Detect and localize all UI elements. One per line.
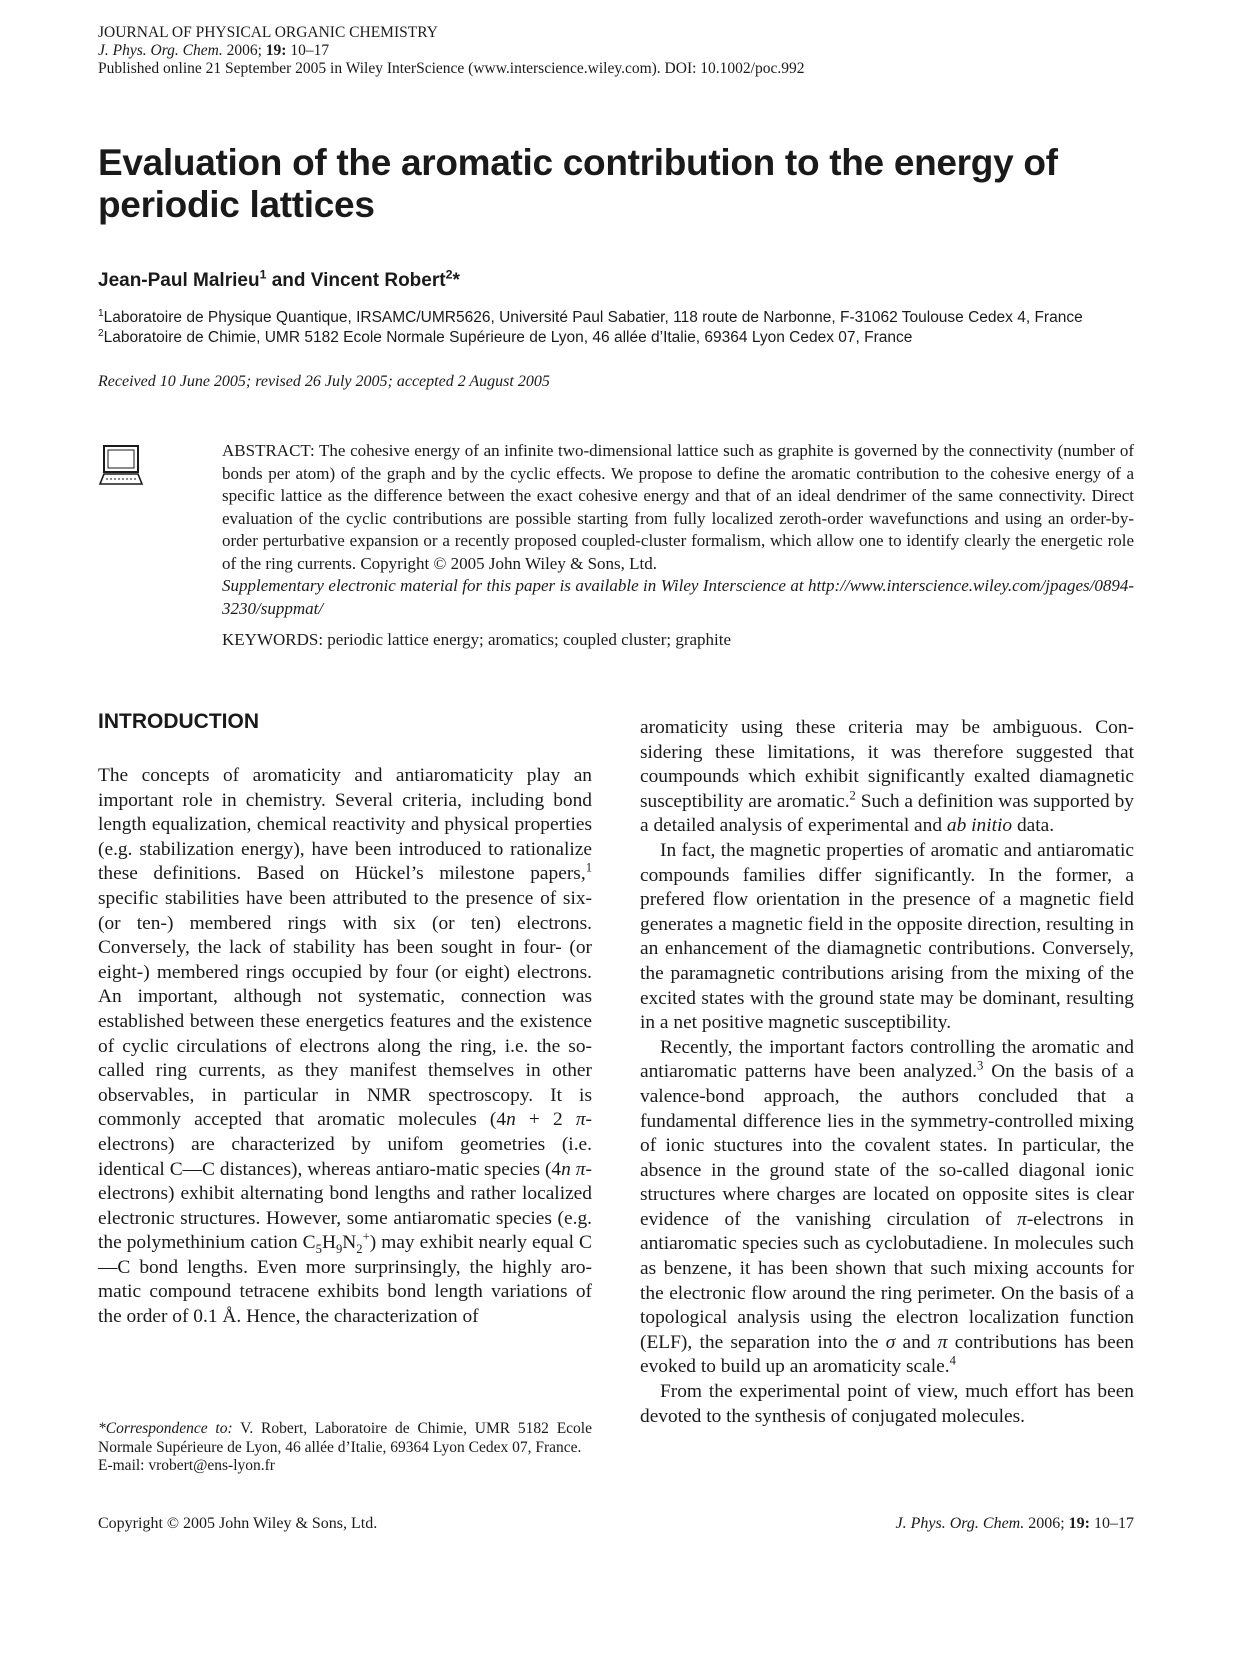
abstract-text: ABSTRACT: The cohesive energy of an infinite two-dimensional lattice such as graphite is governed by the connectivity (number of bonds per atom) of the graph and by the cyclic effects. We propose to define the aromatic contribution to the cohesive energy of a specific lattice as the difference between the exact cohesive energy and that of an ideal dendrimer of the same connectivity. Direct evaluation of the cyclic contributions are possible starting from fully localized zeroth-order wavefunctions and using an order-by-order perturbative expansion or a recently proposed coupled-cluster formalism, which allow one to identify clearly the energetic role of the ring currents. Copyright © 2005 John Wiley & Sons, Ltd. [222,441,1134,573]
author-name: Vincent Robert [310,270,446,291]
paragraph: Recently, the important factors controlling the aromatic and antiaromatic patterns have been analyzed.$^3$ On the basis of a valence-bond approach, the authors concluded that a fundamental difference lies in the symmetry-controlled mixing of ionic stuctures into the covalent states. In particular, the absence in the ground state of the so-called diagonal ionic structures where charges are located on opposite sites is clear evidence of the vanishing circulation of π-electrons in antiaromatic species such as cyclobutadiene. In molecules such as benzene, it has been shown that such mixing accounts for the electronic flow around the ring perimeter. On the basis of a topological analysis using the electron localization function (ELF), the separation into the σ and π contributions has been evoked to build up an aromaticity scale.$^4$ [640,1036,1135,1378]
author-list: Jean-Paul Malrieu$^1$ and Vincent Robert$^2$* [98,267,460,291]
published-line: Published online 21 September 2005 in Wiley InterScience (www.interscience.wiley.com). DOI: 10.1002/poc.992 [98,60,805,77]
citation-ref[interactable]: 2 [849,788,856,803]
email[interactable]: E-mail: vrobert@ens-lyon.fr [98,1457,275,1474]
paragraph: aromaticity using these criteria may be ambiguous. Considering these limitations, it was therefore suggested that coumpounds which exhibit significantly exalted diamagnetic susceptibility are aromatic.$^2$ Such a definition was supported by a detailed analysis of experimental and ab initio data. [640,717,1135,837]
column-left [98,764,592,1330]
citation-ref[interactable]: 4 [949,1353,956,1368]
paragraph: The concepts of aromaticity and antiaromaticity play an important role in chemistry. Several criteria, including bond length equalization, chemical reactivity and physical properties (e.g. stabilization energy), have been introduced to rationalize these definitions. Based on Hückel’s milestone papers,$^1$ specific stabilities have been attributed to the presence of six- (or ten-) membered rings with six (or ten) electrons. Conversely, the lack of stability has been sought in four- (or eight-) membered rings occupied by four (or eight) electrons. An important, although not systematic, connection was established between these energetics features and the existence of cyclic circulations of electrons along the ring, i.e. the so-called ring currents, as they manifest themselves in other observables, in particular in NMR spectroscopy. It is commonly accepted that aromatic molecules (4n + 2 π-electrons) are characterized by unifom geometries (i.e. identical C—C distances), whereas antiaro-matic species (4n π-electrons) exhibit alternating bond lengths and rather localized electronic structures. However, some antiaromatic species (e.g. the polymethinium cation $C_5H_9N_2^+$) may exhibit nearly equal C—C bond lengths. Even more surprinsingly, the highly aromatic compound tetracene exhibits bond length variations of the order of 0.1 Å. Hence, the characterization of [98,765,592,1328]
column-right [640,716,1134,1429]
received-dates: Received 10 June 2005; revised 26 July 2005; accepted 2 August 2005 [98,373,550,390]
section-heading: INTRODUCTION [98,710,259,733]
paragraph: In fact, the magnetic properties of aromatic and antiaromatic compounds families differ significantly. In the former, a prefered flow orientation in the presence of a magnetic field generates a magnetic field in the opposite direction, resulting in an enhancement of the diamagnetic contributions. Conversely, the paramagnetic contributions arising from the mixing of the excited states with the ground state may be dominant, resulting in a net positive magnetic susceptibility. [640,839,1134,1034]
citation-ref[interactable]: 3 [977,1058,984,1073]
keywords: KEYWORDS: periodic lattice energy; aromatics; coupled cluster; graphite [222,630,732,649]
footer-copyright: Copyright © 2005 John Wiley & Sons, Ltd. [98,1515,378,1532]
article-title: Evaluation of the aromatic contribution to the energy of periodic lattices [98,142,1058,225]
affiliations [98,308,1158,348]
supplementary-note: Supplementary electronic material for this paper is available in Wiley Interscience at http://www.interscience.wiley.com/jpages/0894-3230/suppmat/ [222,576,1134,618]
affiliation: $^2$Laboratoire de Chimie, UMR 5182 Ecole Normale Supérieure de Lyon, 46 allée d’Italie, 69364 Lyon Cedex 07, France [98,327,913,346]
journal-header [98,24,1148,78]
paragraph: From the experimental point of view, much effort has been devoted to the synthesis of conjugated molecules. [640,1381,1134,1427]
abstract [222,440,1134,652]
computer-icon [98,444,144,486]
author-name: Jean-Paul Malrieu [98,270,260,291]
journal-citation: J. Phys. Org. Chem. 2006; 19: 10–17 [98,42,330,59]
journal-name: JOURNAL OF PHYSICAL ORGANIC CHEMISTRY [98,24,438,41]
citation-ref[interactable]: 1 [585,860,592,875]
affiliation: $^1$Laboratoire de Physique Quantique, IRSAMC/UMR5626, Université Paul Sabatier, 118 route de Narbonne, F-31062 Toulouse Cedex 4, France [98,307,1083,326]
footer-citation: J. Phys. Org. Chem. 2006; 19: 10–17 [895,1515,1134,1532]
correspondence-footnote: *Correspondence to: V. Robert, Laboratoire de Chimie, UMR 5182 Ecole Normale Supérieure de Lyon, 46 allée d’Italie, 69364 Lyon Cedex 07, France. E-mail: vrobert@ens-lyon.fr [98,1420,592,1474]
